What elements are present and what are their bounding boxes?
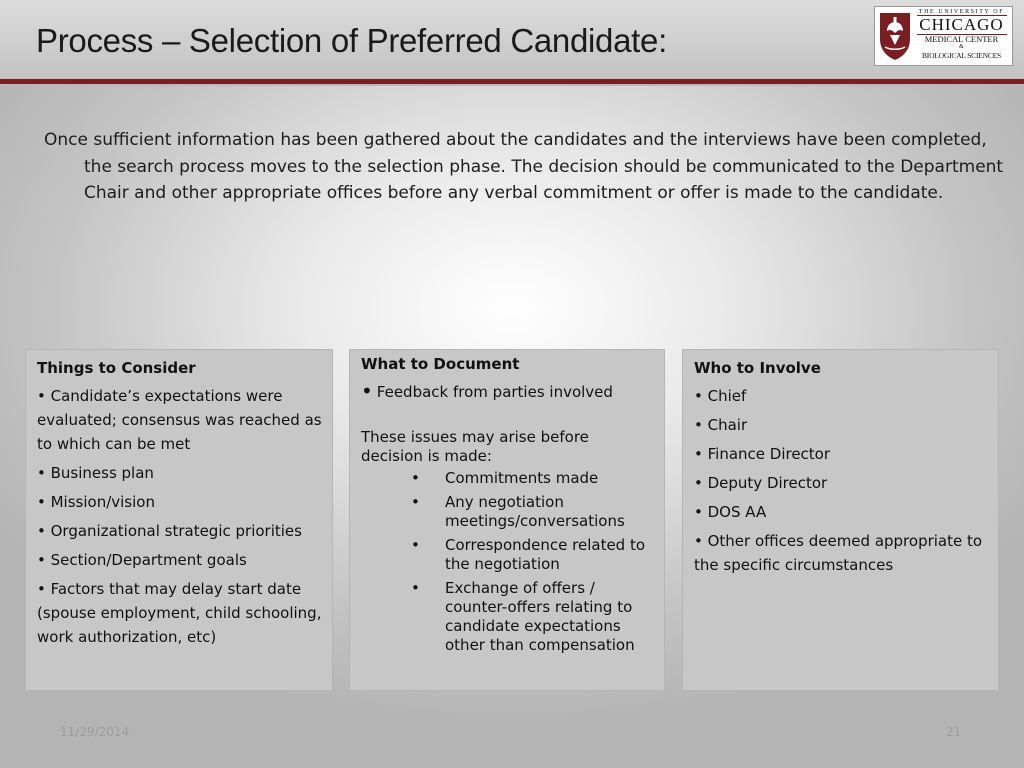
logo-line-2: CHICAGO xyxy=(919,15,1004,34)
bullet-icon: • xyxy=(411,469,420,487)
consider-item: • Section/Department goals xyxy=(37,551,247,569)
issues-intro: These issues may arise before decision is made: xyxy=(361,428,589,465)
involve-item: • Deputy Director xyxy=(694,474,828,492)
bullet-icon: • xyxy=(411,536,420,554)
feedback-item xyxy=(361,380,654,402)
involve-item: • Chief xyxy=(694,387,747,405)
slide-title: Process – Selection of Preferred Candidate: xyxy=(36,22,667,59)
issues-list xyxy=(361,469,654,655)
logo-line-4: & xyxy=(959,44,964,50)
consider-item: • Organizational strategic priorities xyxy=(37,522,302,540)
intro-paragraph: Once sufficient information has been gathered about the candidates and the interviews have been completed, the search process moves to the selection phase. The decision should be communicated to the Department Chair and other appropriate offices before any verbal commitment or offer is made to the candidate. xyxy=(44,130,1004,203)
involve-item: • DOS AA xyxy=(694,503,767,521)
bullet-icon: • xyxy=(361,379,373,403)
footer-date: 11/29/2014 xyxy=(60,725,130,739)
issue-item: • Any negotiation meetings/conversations xyxy=(411,493,625,530)
university-logo xyxy=(874,6,1013,66)
consider-item: • Mission/vision xyxy=(37,493,155,511)
logo-line-5: BIOLOGICAL SCIENCES xyxy=(921,51,1002,60)
involve-item: • Chair xyxy=(694,416,748,434)
panel-who-to-involve xyxy=(682,349,999,691)
involve-item: • Finance Director xyxy=(694,445,831,463)
bullet-icon: • xyxy=(411,493,420,511)
page-number: 21 xyxy=(946,725,962,739)
feedback-text: Feedback from parties involved xyxy=(376,383,613,401)
consider-item: • Candidate’s expectations were evaluated; consensus was reached as to which can be met xyxy=(37,387,322,453)
panel-heading: Things to Consider xyxy=(37,359,196,377)
title-rule-shadow xyxy=(0,84,1024,86)
issue-item: • Commitments made xyxy=(411,469,599,487)
panel-what-to-document xyxy=(349,349,665,691)
involve-item: • Other offices deemed appropriate to the specific circumstances xyxy=(694,532,983,574)
logo-line-3: MEDICAL CENTER xyxy=(924,34,999,44)
shield-icon xyxy=(878,11,912,61)
issue-item: • Correspondence related to the negotiation xyxy=(411,536,646,573)
panel-things-to-consider xyxy=(25,349,333,691)
consider-item: • Business plan xyxy=(37,464,154,482)
issue-item: • Exchange of offers / counter-offers relating to candidate expectations other than compensation xyxy=(411,579,635,654)
bullet-icon: • xyxy=(411,579,420,597)
panel-heading: Who to Involve xyxy=(694,359,821,377)
consider-item: • Factors that may delay start date (spouse employment, child schooling, work authorization, etc) xyxy=(37,580,322,646)
logo-line-1: THE UNIVERSITY OF xyxy=(918,9,1005,15)
panel-heading: What to Document xyxy=(361,355,520,373)
